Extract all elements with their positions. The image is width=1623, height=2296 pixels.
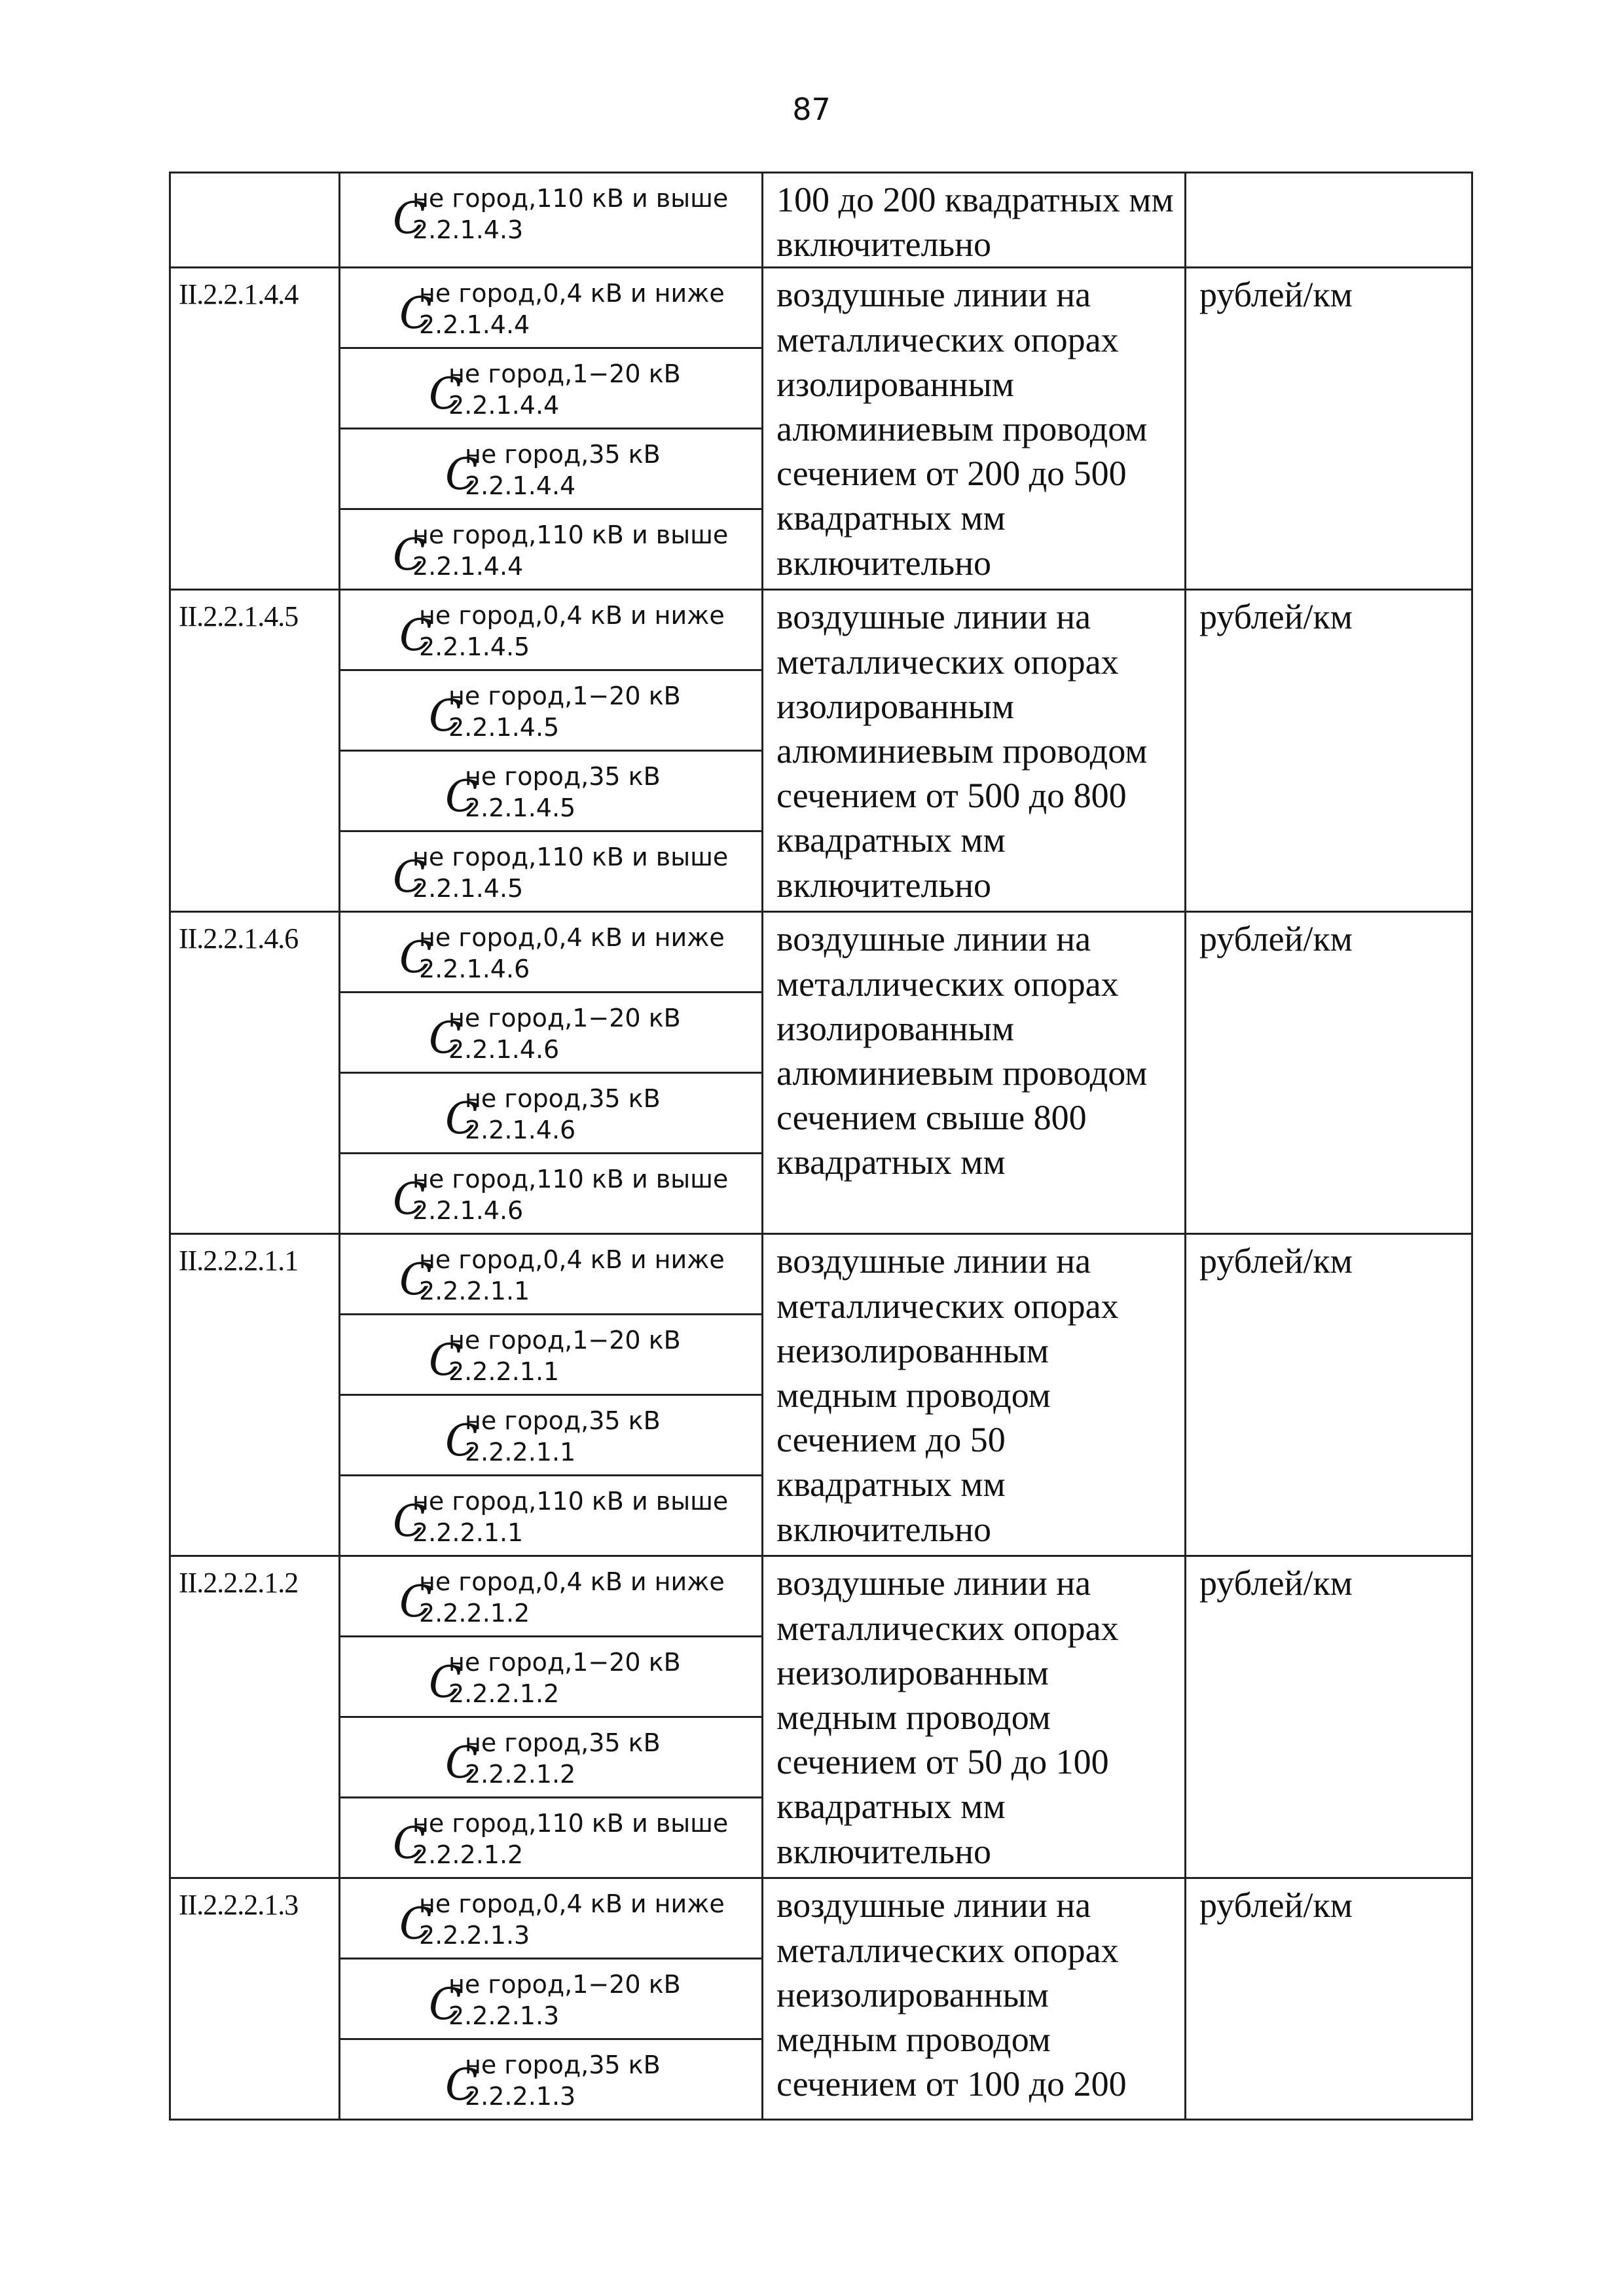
symbol-superscript: не город,110 кВ и выше: [412, 520, 729, 550]
row-description: 100 до 200 квадратных мм включительно: [763, 173, 1186, 268]
table-row: [170, 1878, 1472, 1959]
symbol-subscript: 2.2.1.4.4: [412, 552, 524, 581]
symbol-letter: C: [429, 691, 462, 742]
page-number: 87: [792, 92, 831, 127]
symbol-letter: C: [399, 288, 433, 339]
symbol-letter: C: [429, 1013, 462, 1064]
symbol-subscript: 2.2.2.1.2: [448, 1679, 560, 1709]
symbol-superscript: не город,110 кВ и выше: [412, 1487, 729, 1516]
symbol-subscript: 2.2.2.1.3: [448, 2001, 560, 2031]
table-row: [170, 590, 1472, 670]
row-code: II.2.2.2.1.3: [170, 1878, 340, 2120]
coefficient-cell: [340, 429, 763, 509]
symbol-superscript: не город,1−20 кВ: [448, 1326, 681, 1355]
symbol-superscript: не город,110 кВ и выше: [412, 843, 729, 872]
symbol-letter: C: [429, 369, 462, 420]
table-row: [170, 268, 1472, 348]
coefficient-cell: [340, 831, 763, 912]
symbol-superscript: не город,0,4 кВ и ниже: [419, 923, 725, 953]
row-unit: рублей/км: [1186, 1556, 1472, 1878]
symbol-superscript: не город,35 кВ: [465, 440, 661, 469]
symbol-letter: C: [445, 771, 479, 822]
symbol-subscript: 2.2.1.4.4: [465, 471, 576, 501]
coefficient-cell: [340, 1878, 763, 1959]
symbol-letter: C: [399, 1254, 433, 1305]
symbol-letter: C: [393, 852, 426, 903]
row-code: II.2.2.2.1.2: [170, 1556, 340, 1878]
symbol-superscript: не город,1−20 кВ: [448, 1970, 681, 1999]
symbol-letter: C: [393, 530, 426, 581]
table-row: [170, 1234, 1472, 1315]
coefficient-cell: [340, 1476, 763, 1556]
symbol-letter: C: [399, 932, 433, 983]
coefficient-cell: [340, 590, 763, 670]
symbol-superscript: не город,1−20 кВ: [448, 359, 681, 389]
coefficient-cell: [340, 912, 763, 993]
coefficient-cell: [340, 1395, 763, 1476]
symbol-subscript: 2.2.2.1.2: [419, 1599, 530, 1628]
symbol-subscript: 2.2.1.4.5: [448, 713, 560, 742]
coefficient-cell: [340, 1073, 763, 1154]
coefficient-cell: [340, 2039, 763, 2120]
table-row: [170, 912, 1472, 993]
table-row: [170, 173, 1472, 268]
coefficient-cell: [340, 1637, 763, 1717]
symbol-letter: C: [393, 1174, 426, 1225]
row-description: воздушные линии на металлических опорах изолированным алюминиевым проводом сечением от 200 до 500 квадратных мм включительно: [763, 268, 1186, 590]
coefficient-cell: [340, 268, 763, 348]
symbol-letter: C: [445, 1093, 479, 1144]
symbol-subscript: 2.2.2.1.2: [465, 1760, 576, 1789]
symbol-letter: C: [429, 1657, 462, 1708]
symbol-subscript: 2.2.1.4.6: [465, 1116, 576, 1145]
symbol-letter: C: [445, 2060, 479, 2111]
symbol-subscript: 2.2.1.4.5: [419, 632, 530, 662]
coefficient-cell: [340, 751, 763, 831]
coefficient-cell: [340, 1798, 763, 1878]
row-unit: рублей/км: [1186, 590, 1472, 912]
symbol-letter: C: [399, 1899, 433, 1950]
symbol-superscript: не город,35 кВ: [465, 2050, 661, 2080]
row-unit: рублей/км: [1186, 912, 1472, 1234]
row-unit: рублей/км: [1186, 1234, 1472, 1556]
row-description: воздушные линии на металлических опорах неизолированным медным проводом сечением до 50 квадратных мм включительно: [763, 1234, 1186, 1556]
symbol-subscript: 2.2.1.4.6: [419, 955, 530, 984]
symbol-superscript: не город,1−20 кВ: [448, 1648, 681, 1677]
coefficient-cell: [340, 670, 763, 751]
symbol-superscript: не город,35 кВ: [465, 1728, 661, 1758]
row-unit: [1186, 173, 1472, 268]
symbol-superscript: не город,1−20 кВ: [448, 682, 681, 711]
symbol-subscript: 2.2.1.4.5: [465, 793, 576, 823]
row-code: II.2.2.1.4.6: [170, 912, 340, 1234]
symbol-superscript: не город,0,4 кВ и ниже: [419, 1567, 725, 1597]
symbol-letter: C: [393, 1818, 426, 1869]
symbol-subscript: 2.2.1.4.4: [419, 310, 530, 340]
symbol-superscript: не город,0,4 кВ и ниже: [419, 1245, 725, 1275]
row-description: воздушные линии на металлических опорах изолированным алюминиевым проводом сечением от 500 до 800 квадратных мм включительно: [763, 590, 1186, 912]
symbol-superscript: не город,35 кВ: [465, 1084, 661, 1114]
symbol-subscript: 2.2.2.1.1: [412, 1518, 524, 1548]
symbol-letter: C: [445, 1738, 479, 1789]
row-code: II.2.2.1.4.5: [170, 590, 340, 912]
coefficient-cell: [340, 1556, 763, 1637]
symbol-subscript: 2.2.1.4.4: [448, 391, 560, 420]
symbol-letter: C: [429, 1979, 462, 2030]
symbol-letter: C: [429, 1335, 462, 1386]
symbol-superscript: не город,110 кВ и выше: [412, 184, 729, 213]
symbol-subscript: 2.2.1.4.5: [412, 874, 524, 903]
row-description: воздушные линии на металлических опорах неизолированным медным проводом сечением от 100 до 200: [763, 1878, 1186, 2120]
symbol-superscript: не город,110 кВ и выше: [412, 1165, 729, 1194]
symbol-subscript: 2.2.2.1.1: [465, 1438, 576, 1467]
coefficient-cell: [340, 1959, 763, 2039]
symbol-superscript: не город,110 кВ и выше: [412, 1809, 729, 1838]
symbol-letter: C: [399, 610, 433, 661]
coefficient-cell: [340, 1315, 763, 1395]
tariff-table: [169, 172, 1473, 2121]
symbol-letter: C: [393, 1496, 426, 1547]
symbol-subscript: 2.2.2.1.2: [412, 1840, 524, 1870]
symbol-subscript: 2.2.2.1.3: [419, 1921, 530, 1950]
symbol-letter: C: [445, 449, 479, 500]
row-description: воздушные линии на металлических опорах неизолированным медным проводом сечением от 50 до 100 квадратных мм включительно: [763, 1556, 1186, 1878]
row-code: II.2.2.2.1.1: [170, 1234, 340, 1556]
symbol-letter: C: [393, 193, 426, 244]
coefficient-cell: [340, 348, 763, 429]
symbol-subscript: 2.2.1.4.3: [412, 215, 524, 244]
coefficient-cell: [340, 173, 763, 268]
symbol-superscript: не город,0,4 кВ и ниже: [419, 279, 725, 308]
symbol-superscript: не город,1−20 кВ: [448, 1004, 681, 1033]
symbol-superscript: не город,35 кВ: [465, 762, 661, 792]
symbol-superscript: не город,0,4 кВ и ниже: [419, 1889, 725, 1919]
symbol-superscript: не город,35 кВ: [465, 1406, 661, 1436]
row-unit: рублей/км: [1186, 1878, 1472, 2120]
symbol-subscript: 2.2.1.4.6: [448, 1035, 560, 1065]
row-unit: рублей/км: [1186, 268, 1472, 590]
table-row: [170, 1556, 1472, 1637]
coefficient-cell: [340, 1154, 763, 1234]
row-description: воздушные линии на металлических опорах изолированным алюминиевым проводом сечением свыше 800 квадратных мм: [763, 912, 1186, 1234]
symbol-letter: C: [445, 1415, 479, 1467]
symbol-subscript: 2.2.2.1.1: [419, 1277, 530, 1306]
coefficient-cell: [340, 509, 763, 590]
tariff-table-body: [170, 173, 1472, 2120]
symbol-superscript: не город,0,4 кВ и ниже: [419, 601, 725, 630]
symbol-subscript: 2.2.2.1.1: [448, 1357, 560, 1387]
coefficient-cell: [340, 1234, 763, 1315]
symbol-subscript: 2.2.2.1.3: [465, 2082, 576, 2111]
symbol-letter: C: [399, 1576, 433, 1628]
row-code: [170, 173, 340, 268]
symbol-subscript: 2.2.1.4.6: [412, 1196, 524, 1226]
row-code: II.2.2.1.4.4: [170, 268, 340, 590]
coefficient-cell: [340, 993, 763, 1073]
coefficient-cell: [340, 1717, 763, 1798]
